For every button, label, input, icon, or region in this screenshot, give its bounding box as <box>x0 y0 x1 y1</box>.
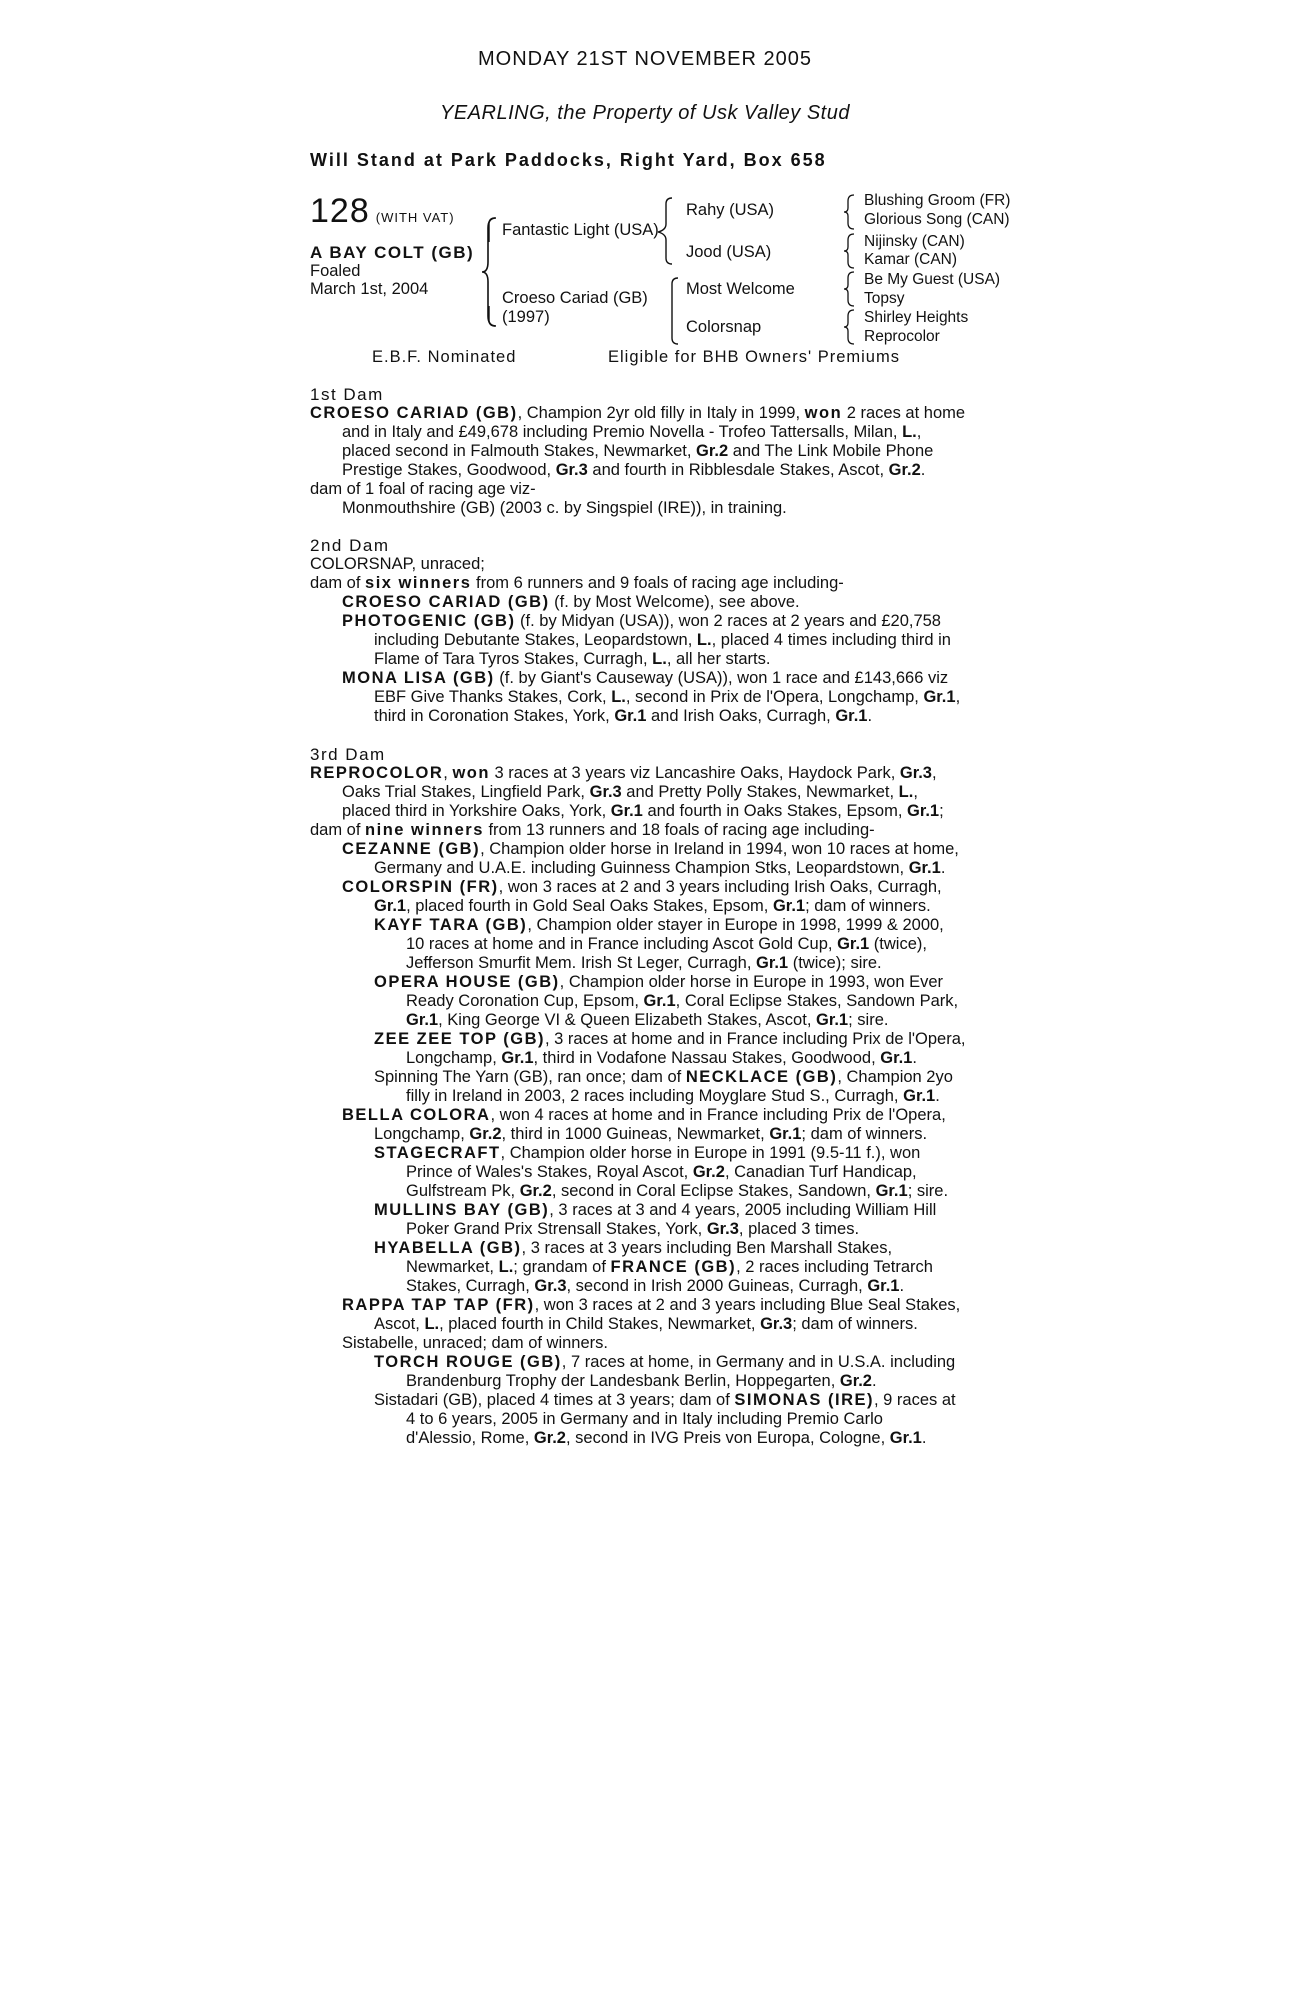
third-dam-line: RAPPA TAP TAP (FR), won 3 races at 2 and 3 years including Blue Seal Stakes, <box>342 1296 961 1314</box>
third-dam-line: Oaks Trial Stakes, Lingfield Park, Gr.3 and Pretty Polly Stakes, Newmarket, L., <box>342 783 918 801</box>
sire-sire: Rahy (USA) <box>686 201 775 219</box>
sire-dam: Jood (USA) <box>686 243 772 261</box>
third-dam-heading: 3rd Dam <box>310 745 386 764</box>
dam-sire: Most Welcome <box>686 280 795 298</box>
g-brace-2 <box>842 232 856 270</box>
property-line: YEARLING, the Property of Usk Valley Stud <box>440 102 850 124</box>
third-dam-line: placed third in Yorkshire Oaks, York, Gr.1 and fourth in Oaks Stakes, Epsom, Gr.1; <box>342 802 944 820</box>
third-dam-line: Jefferson Smurfit Mem. Irish St Leger, Curragh, Gr.1 (twice); sire. <box>406 954 882 972</box>
second-dam-line: COLORSNAP, unraced; <box>310 555 485 573</box>
second-dam-line: MONA LISA (GB) (f. by Giant's Causeway (USA)), won 1 race and £143,666 viz <box>342 669 949 687</box>
third-dam-line: ZEE ZEE TOP (GB), 3 races at home and in France including Prix de l'Opera, <box>374 1030 966 1048</box>
third-dam-line: Ready Coronation Cup, Epsom, Gr.1, Coral Eclipse Stakes, Sandown Park, <box>406 992 959 1010</box>
third-dam-line: COLORSPIN (FR), won 3 races at 2 and 3 years including Irish Oaks, Curragh, <box>342 878 942 896</box>
first-dam-line: dam of 1 foal of racing age viz- <box>310 480 536 498</box>
third-dam-line: Gulfstream Pk, Gr.2, second in Coral Eclipse Stakes, Sandown, Gr.1; sire. <box>406 1182 949 1200</box>
third-dam-line: KAYF TARA (GB), Champion older stayer in Europe in 1998, 1999 & 2000, <box>374 916 944 934</box>
first-dam-line: Monmouthshire (GB) (2003 c. by Singspiel (IRE)), in training. <box>342 499 787 517</box>
gg-1: Blushing Groom (FR) <box>864 192 1011 209</box>
second-dam-heading: 2nd Dam <box>310 536 390 555</box>
third-dam-line: Longchamp, Gr.2, third in 1000 Guineas, Newmarket, Gr.1; dam of winners. <box>374 1125 928 1143</box>
gg-4: Kamar (CAN) <box>864 251 958 268</box>
third-dam-line: Newmarket, L.; grandam of FRANCE (GB), 2 races including Tetrarch <box>406 1258 933 1276</box>
stand-location: Will Stand at Park Paddocks, Right Yard, Box 658 <box>310 150 827 170</box>
gg-6: Topsy <box>864 290 905 307</box>
foaled-label: Foaled <box>310 262 361 280</box>
third-dam-line: d'Alessio, Rome, Gr.2, second in IVG Preis von Europa, Cologne, Gr.1. <box>406 1429 927 1447</box>
second-dam-line: including Debutante Stakes, Leopardstown, L., placed 4 times including third in <box>374 631 951 649</box>
gg-8: Reprocolor <box>864 328 940 345</box>
first-dam-line: Prestige Stakes, Goodwood, Gr.3 and fourth in Ribblesdale Stakes, Ascot, Gr.2. <box>342 461 926 479</box>
dam-bracket <box>484 306 496 328</box>
second-dam-line: Flame of Tara Tyros Stakes, Curragh, L., all her starts. <box>374 650 771 668</box>
sire-bracket <box>484 216 496 242</box>
lot-description: A BAY COLT (GB) <box>310 243 475 262</box>
dam-year: (1997) <box>502 308 550 326</box>
second-dam-line: EBF Give Thanks Stakes, Cork, L., second in Prix de l'Opera, Longchamp, Gr.1, <box>374 688 961 706</box>
third-dam-line: Germany and U.A.E. including Guinness Champion Stks, Leopardstown, Gr.1. <box>374 859 946 877</box>
third-dam-line: BELLA COLORA, won 4 races at home and in France including Prix de l'Opera, <box>342 1106 946 1124</box>
third-dam-line: Spinning The Yarn (GB), ran once; dam of NECKLACE (GB), Champion 2yo <box>374 1068 953 1086</box>
third-dam-line: Ascot, L., placed fourth in Child Stakes, Newmarket, Gr.3; dam of winners. <box>374 1315 918 1333</box>
ebf-note: E.B.F. Nominated <box>372 348 517 366</box>
g-brace-4 <box>842 308 856 346</box>
lot-number: 128 <box>310 192 370 230</box>
third-dam-line: Sistabelle, unraced; dam of winners. <box>342 1334 608 1352</box>
first-dam-line: and in Italy and £49,678 including Premio Novella - Trofeo Tattersalls, Milan, L., <box>342 423 922 441</box>
first-dam-heading: 1st Dam <box>310 385 384 404</box>
gg-2: Glorious Song (CAN) <box>864 211 1010 228</box>
third-dam-line: STAGECRAFT, Champion older horse in Europe in 1991 (9.5-11 f.), won <box>374 1144 921 1162</box>
third-dam-line: Stakes, Curragh, Gr.3, second in Irish 2000 Guineas, Curragh, Gr.1. <box>406 1277 905 1295</box>
sire-name: Fantastic Light (USA) <box>502 221 659 239</box>
dam-dam: Colorsnap <box>686 318 762 336</box>
dam-parents-brace <box>666 276 680 346</box>
sale-date: MONDAY 21ST NOVEMBER 2005 <box>477 48 812 70</box>
third-dam-line: OPERA HOUSE (GB), Champion older horse in Europe in 1993, won Ever <box>374 973 944 991</box>
third-dam-line: TORCH ROUGE (GB), 7 races at home, in Germany and in U.S.A. including <box>374 1353 956 1371</box>
third-dam-line: Longchamp, Gr.1, third in Vodafone Nassau Stakes, Goodwood, Gr.1. <box>406 1049 917 1067</box>
second-dam-line: third in Coronation Stakes, York, Gr.1 and Irish Oaks, Curragh, Gr.1. <box>374 707 873 725</box>
third-dam-line: filly in Ireland in 2003, 2 races including Moyglare Stud S., Curragh, Gr.1. <box>406 1087 940 1105</box>
second-dam-line: PHOTOGENIC (GB) (f. by Midyan (USA)), won 2 races at 2 years and £20,758 <box>342 612 941 630</box>
third-dam-line: Poker Grand Prix Strensall Stakes, York, Gr.3, placed 3 times. <box>406 1220 860 1238</box>
third-dam-line: CEZANNE (GB), Champion older horse in Ireland in 1994, won 10 races at home, <box>342 840 959 858</box>
vat-note: (WITH VAT) <box>375 210 455 225</box>
gg-5: Be My Guest (USA) <box>864 271 1001 288</box>
dam-name: Croeso Cariad (GB) <box>502 289 648 307</box>
gg-7: Shirley Heights <box>864 309 969 326</box>
sire-parents-brace <box>656 196 678 266</box>
third-dam-line: 4 to 6 years, 2005 in Germany and in Italy including Premio Carlo <box>406 1410 883 1428</box>
third-dam-line: REPROCOLOR, won 3 races at 3 years viz Lancashire Oaks, Haydock Park, Gr.3, <box>310 764 937 782</box>
third-dam-line: dam of nine winners from 13 runners and 18 foals of racing age including- <box>310 821 875 839</box>
third-dam-line: Sistadari (GB), placed 4 times at 3 years; dam of SIMONAS (IRE), 9 races at <box>374 1391 956 1409</box>
second-dam-line: CROESO CARIAD (GB) (f. by Most Welcome), see above. <box>342 593 800 611</box>
third-dam-line: HYABELLA (GB), 3 races at 3 years including Ben Marshall Stakes, <box>374 1239 893 1257</box>
third-dam-line: Brandenburg Trophy der Landesbank Berlin, Hoppegarten, Gr.2. <box>406 1372 877 1390</box>
third-dam-line: Gr.1, King George VI & Queen Elizabeth Stakes, Ascot, Gr.1; sire. <box>406 1011 889 1029</box>
g-brace-1 <box>842 193 856 231</box>
foaled-date: March 1st, 2004 <box>310 280 429 298</box>
third-dam-line: MULLINS BAY (GB), 3 races at 3 and 4 years, 2005 including William Hill <box>374 1201 937 1219</box>
third-dam-line: Prince of Wales's Stakes, Royal Ascot, Gr.2, Canadian Turf Handicap, <box>406 1163 917 1181</box>
first-dam-line: CROESO CARIAD (GB), Champion 2yr old filly in Italy in 1999, won 2 races at home <box>310 404 966 422</box>
first-dam-line: placed second in Falmouth Stakes, Newmarket, Gr.2 and The Link Mobile Phone <box>342 442 934 460</box>
g-brace-3 <box>842 270 856 308</box>
bhb-note: Eligible for BHB Owners' Premiums <box>608 348 900 366</box>
second-dam-line: dam of six winners from 6 runners and 9 foals of racing age including- <box>310 574 844 592</box>
lot-heading <box>310 192 455 231</box>
third-dam-line: Gr.1, placed fourth in Gold Seal Oaks Stakes, Epsom, Gr.1; dam of winners. <box>374 897 931 915</box>
gg-3: Nijinsky (CAN) <box>864 233 965 250</box>
third-dam-line: 10 races at home and in France including Ascot Gold Cup, Gr.1 (twice), <box>406 935 927 953</box>
